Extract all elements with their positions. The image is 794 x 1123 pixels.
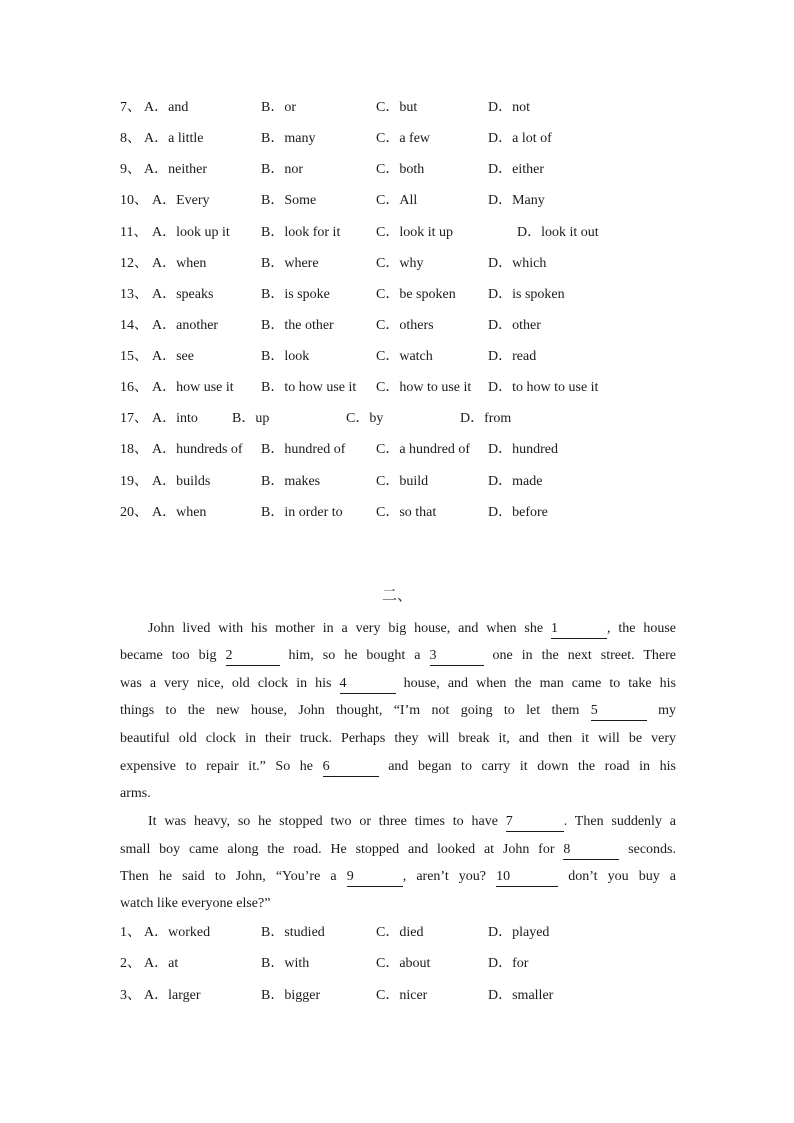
passage-text: things to the new house, John thought, “I’m not going to let them (120, 703, 591, 718)
passage-text: . Then suddenly a (563, 814, 676, 829)
option-b: B．up (232, 411, 270, 426)
question-number: 12、 (120, 256, 148, 271)
passage-line (120, 866, 676, 888)
option-d: D．played (488, 925, 550, 940)
option-b: B．bigger (261, 988, 321, 1003)
question-number: 18、 (120, 442, 148, 457)
passage-text: him, so he bought a (279, 648, 430, 663)
question-number: 16、 (120, 380, 148, 395)
option-c: C．died (376, 925, 424, 940)
question-number: 17、 (120, 411, 148, 426)
option-d: D．smaller (488, 988, 554, 1003)
option-d: D．not (488, 100, 530, 115)
question-row (0, 283, 794, 307)
question-row (0, 96, 794, 120)
section-title: 二、 (381, 588, 412, 604)
question-row (0, 407, 794, 431)
option-c: C．so that (376, 505, 437, 520)
option-c: C．nicer (376, 988, 428, 1003)
blank-7: 7 (506, 813, 564, 832)
option-d: D．for (488, 956, 529, 971)
option-d: D．from (460, 411, 512, 426)
question-row (0, 438, 794, 462)
blank-8: 8 (563, 841, 619, 860)
passage-line (120, 783, 676, 805)
passage-text: expensive to repair it.” So he (120, 759, 323, 774)
option-c: C．how to use it (376, 380, 472, 395)
passage-line (120, 811, 676, 833)
option-d: D．read (488, 349, 537, 364)
passage-text: seconds. (619, 842, 677, 857)
passage-text: Then he said to John, “You’re a (120, 869, 347, 884)
passage-line (120, 756, 676, 778)
option-b: B．studied (261, 925, 325, 940)
passage-text: don’t you buy a (558, 869, 677, 884)
option-c: C．by (346, 411, 384, 426)
passage-text: became too big (120, 648, 226, 663)
option-c: C．a few (376, 131, 431, 146)
blank-9: 9 (347, 868, 403, 887)
question-number: 14、 (120, 318, 148, 333)
option-d: D．which (488, 256, 547, 271)
option-c: C．a hundred of (376, 442, 471, 457)
option-c: C．All (376, 193, 418, 208)
question-row (0, 158, 794, 182)
passage-text: small boy came along the road. He stopped and looked at John for (120, 842, 564, 857)
question-number: 2、 (120, 956, 141, 971)
option-c: C．build (376, 474, 429, 489)
passage-text: one in the next street. There (483, 648, 677, 663)
question-row (0, 252, 794, 276)
question-row (0, 470, 794, 494)
question-row (0, 501, 794, 525)
option-c: C．both (376, 162, 425, 177)
option-c: C．about (376, 956, 431, 971)
passage-line (120, 673, 676, 695)
passage-line (120, 839, 676, 861)
option-b: B．many (261, 131, 316, 146)
question-number: 15、 (120, 349, 148, 364)
option-a: A．look up it (152, 225, 230, 240)
option-d: D．other (488, 318, 541, 333)
option-d: D．Many (488, 193, 545, 208)
option-a: A．and (144, 100, 189, 115)
option-a: A．Every (152, 193, 210, 208)
question-number: 19、 (120, 474, 148, 489)
option-a: A．when (152, 505, 207, 520)
option-b: B．is spoke (261, 287, 330, 302)
option-c: C．but (376, 100, 418, 115)
option-d: D．to how to use it (488, 380, 599, 395)
passage-text: my (646, 703, 676, 718)
option-b: B．in order to (261, 505, 343, 520)
passage-text: It was heavy, so he stopped two or three times to have (148, 814, 506, 829)
option-b: B．to how use it (261, 380, 357, 395)
option-b: B．nor (261, 162, 303, 177)
option-b: B．hundred of (261, 442, 346, 457)
blank-10: 10 (496, 868, 558, 887)
option-b: B．with (261, 956, 310, 971)
question-row (0, 314, 794, 338)
option-a: A．builds (152, 474, 211, 489)
passage-line (120, 728, 676, 750)
blank-4: 4 (340, 675, 396, 694)
option-b: B．or (261, 100, 296, 115)
option-a: A．at (144, 956, 179, 971)
option-d: D．look it out (517, 225, 599, 240)
question-number: 9、 (120, 162, 141, 177)
passage-text: , the house (606, 621, 677, 636)
option-a: A．a little (144, 131, 204, 146)
option-b: B．where (261, 256, 319, 271)
question-row (0, 345, 794, 369)
option-a: A．worked (144, 925, 211, 940)
option-d: D．made (488, 474, 543, 489)
option-a: A．how use it (152, 380, 234, 395)
option-a: A．speaks (152, 287, 214, 302)
passage-line (120, 700, 676, 722)
option-d: D．is spoken (488, 287, 565, 302)
passage-text: watch like everyone else?” (120, 896, 271, 911)
option-a: A．hundreds of (152, 442, 243, 457)
option-d: D．either (488, 162, 544, 177)
question-number: 1、 (120, 925, 141, 940)
passage-line (120, 645, 676, 667)
question-number: 3、 (120, 988, 141, 1003)
option-a: A．into (152, 411, 198, 426)
question-number: 20、 (120, 505, 148, 520)
blank-3: 3 (430, 647, 484, 666)
question-row (0, 984, 794, 1008)
option-a: A．larger (144, 988, 201, 1003)
passage-text: , aren’t you? (402, 869, 497, 884)
option-b: B．makes (261, 474, 321, 489)
option-d: D．before (488, 505, 548, 520)
question-row (0, 127, 794, 151)
option-b: B．look (261, 349, 310, 364)
passage-line (120, 618, 676, 640)
passage-text: and began to carry it down the road in his (378, 759, 676, 774)
option-a: A．another (152, 318, 219, 333)
cloze-passage (120, 618, 677, 911)
question-row (0, 189, 794, 213)
question-row (0, 221, 794, 245)
passage-text: was a very nice, old clock in his (120, 676, 340, 691)
question-row (0, 921, 794, 945)
option-a: A．when (152, 256, 207, 271)
option-d: D．a lot of (488, 131, 552, 146)
question-number: 11、 (120, 225, 148, 240)
passage-text: arms. (120, 786, 151, 801)
option-c: C．watch (376, 349, 433, 364)
option-c: C．be spoken (376, 287, 456, 302)
option-d: D．hundred (488, 442, 558, 457)
option-c: C．others (376, 318, 434, 333)
question-number: 10、 (120, 193, 148, 208)
option-b: B．Some (261, 193, 317, 208)
option-b: B．the other (261, 318, 334, 333)
option-c: C．why (376, 256, 424, 271)
option-a: A．see (152, 349, 194, 364)
blank-6: 6 (323, 758, 379, 777)
question-number: 13、 (120, 287, 148, 302)
question-row (0, 376, 794, 400)
passage-line (120, 893, 676, 915)
option-b: B．look for it (261, 225, 341, 240)
passage-text: John lived with his mother in a very big house, and when she (148, 621, 551, 636)
blank-2: 2 (226, 647, 280, 666)
blank-5: 5 (591, 702, 647, 721)
option-a: A．neither (144, 162, 207, 177)
option-c: C．look it up (376, 225, 454, 240)
question-row (0, 952, 794, 976)
passage-text: house, and when the man came to take his (395, 676, 677, 691)
passage-text: beautiful old clock in their truck. Perhaps they will break it, and then it will be very (120, 731, 676, 746)
blank-1: 1 (551, 620, 607, 639)
question-number: 7、 (120, 100, 141, 115)
question-number: 8、 (120, 131, 141, 146)
